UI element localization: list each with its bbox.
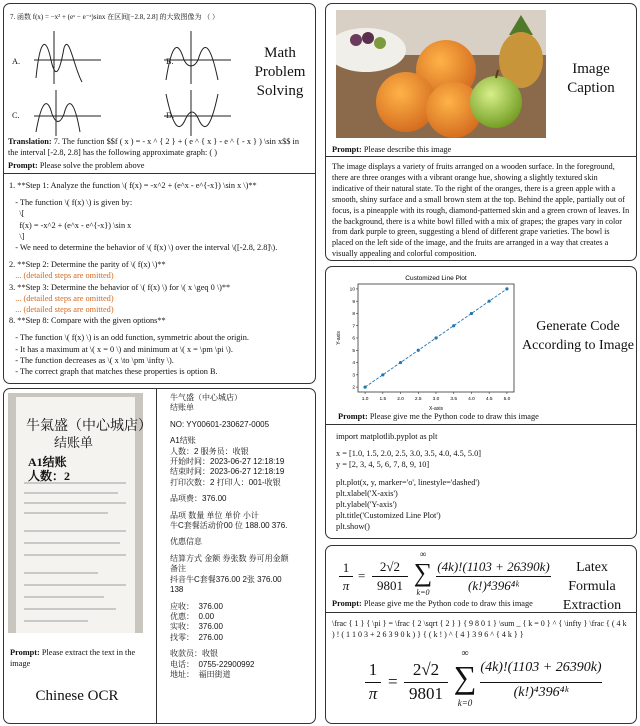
prompt-label: Prompt:	[8, 161, 38, 170]
math-title: Math Problem Solving	[254, 45, 306, 99]
prompt-text: Please give me the Python code to draw this image	[369, 412, 539, 421]
code-line: plt.title('Customized Line Plot')	[336, 511, 441, 521]
step-line: \]	[9, 231, 25, 241]
sum-sign: ∑	[413, 558, 433, 587]
chart-title: Customized Line Plot	[405, 275, 467, 282]
sum-top: ∞	[419, 549, 427, 559]
step-line: - It has a maximum at \( x = 0 \) and minimum at \( x = \pm \pi \).	[9, 344, 233, 354]
code-line: y = [2, 3, 4, 5, 6, 7, 8, 9, 10]	[336, 460, 430, 470]
rendered-formula-top	[336, 549, 551, 604]
ocr-line: 品项费：376.00	[170, 494, 227, 504]
prompt-text: Please extract the text in the image	[10, 648, 136, 669]
ocr-line: 收款员：收银	[170, 649, 218, 659]
y-tick-label: 9	[352, 299, 355, 305]
receipt-sub: 结账单	[54, 435, 94, 450]
ocr-prompt	[10, 647, 150, 669]
code-prompt	[338, 411, 539, 422]
prompt-text: Please give me the Python code to draw this image	[363, 599, 533, 608]
coef-num: 2√2	[412, 660, 440, 679]
ocr-line: 牛C套餐活动价00 位 188.00 376.	[170, 521, 288, 531]
y-tick-label: 10	[349, 287, 355, 293]
math-prompt	[8, 160, 145, 171]
ocr-panel	[3, 388, 316, 724]
option-a: A.	[12, 57, 21, 66]
frac-den: (k!)⁴396⁴ᵏ	[468, 578, 519, 593]
step-line: ... (detailed steps are omitted)	[9, 293, 114, 303]
ocr-line: A1结账	[170, 436, 196, 446]
option-d: D.	[166, 111, 175, 120]
coef-den: 9801	[409, 684, 443, 703]
x-tick-label: 3.0	[432, 397, 440, 402]
ocr-line: 地址： 福田街道	[170, 669, 231, 679]
coef-den: 9801	[377, 578, 403, 593]
ocr-line: 优惠： 0.00	[170, 611, 215, 621]
caption-divider	[326, 156, 636, 157]
frac-bar	[480, 682, 602, 683]
option-c: C.	[12, 111, 20, 120]
code-title: Generate Code According to Image	[522, 319, 634, 353]
step-line: \[	[9, 209, 25, 219]
code-panel	[325, 266, 637, 539]
data-point	[434, 336, 437, 339]
step-line: - The function \( f(x) \) is an odd function, symmetric about the origin.	[9, 333, 249, 343]
code-line: plt.xlabel('X-axis')	[336, 488, 398, 498]
equals-sign: =	[358, 568, 366, 583]
translation-label: Translation:	[8, 137, 52, 146]
x-tick-label: 1.0	[361, 397, 369, 402]
ocr-line: 人数：2 服务员：收银	[170, 446, 249, 456]
y-tick-label: 8	[352, 312, 355, 318]
frac-den: (k!)⁴396⁴ᵏ	[513, 685, 569, 700]
x-tick-label: 5.0	[503, 397, 511, 402]
math-option-graphs	[6, 28, 256, 138]
latex-source: \frac { 1 } { \pi } = \frac { 2 \sqrt { 2 } } { 9 8 0 1 } \sum _ { k = 0 } ^ { \infty } \frac { ( 4 k ) ! ( 1 1 0 3 + 2 6 3 9 0 k ) } { ( k ! ) ^ { 4 } 3 9 6 ^ { 4 k } }	[332, 619, 627, 640]
prompt-text: Please solve the problem above	[39, 161, 145, 170]
data-point	[363, 385, 366, 388]
ocr-line: 优惠信息	[170, 537, 202, 547]
translation-text: 7. The function $$f ( x ) = - x ^ { 2 } + ( e ^ { x } - e ^ { - x } ) \sin x$$ in the interval [-2.8, 2.8] has the following approximate graph: ( )	[8, 137, 299, 158]
y-axis-label: Y-axis	[336, 331, 342, 345]
coef-bar	[372, 576, 408, 577]
ocr-line: 应收： 376.00	[170, 601, 223, 611]
x-tick-label: 1.5	[379, 397, 387, 402]
ocr-line: NO: YY00601-230627-0005	[170, 419, 270, 429]
math-question: 7. 函数 f(x) = −x² + (eˣ − e⁻ˣ)sinx 在区间[−2.8, 2.8] 的大致图像为 （ ）	[10, 13, 220, 21]
lhs-den: π	[368, 684, 378, 703]
ocr-line: 找零： 276.00	[170, 632, 223, 642]
coef-bar	[404, 682, 448, 683]
ocr-line: 138	[170, 585, 184, 595]
y-tick-label: 7	[352, 324, 355, 330]
data-point	[470, 312, 473, 315]
step-line: 8. **Step 8: Compare with the given options**	[9, 316, 166, 326]
step-line: 2. **Step 2: Determine the parity of \( f(x) \)**	[9, 260, 166, 270]
code-line: plt.show()	[336, 522, 370, 532]
latex-panel	[325, 545, 637, 724]
step-line: - The function decreases as \( x \to \pm \infty \).	[9, 355, 174, 365]
data-point	[381, 373, 384, 376]
x-axis-label: X-axis	[429, 406, 443, 412]
caption-prompt	[332, 144, 451, 155]
lhs-bar	[365, 682, 381, 683]
data-point	[505, 287, 508, 290]
ocr-line: 抖音牛C套餐376.00 2张 376.00	[170, 574, 282, 584]
receipt-store: A1结账	[28, 455, 67, 469]
lhs-num: 1	[342, 560, 350, 575]
lhs-den: π	[342, 578, 350, 593]
ocr-line: 结算方式 金额 券张数 券可用金额	[170, 553, 289, 563]
ocr-line: 结账单	[170, 403, 194, 413]
equals-sign: =	[388, 672, 398, 691]
line-chart	[334, 270, 524, 412]
ocr-title: Chinese OCR	[35, 688, 119, 704]
math-panel	[3, 3, 316, 384]
coef-num: 2√2	[379, 559, 401, 574]
x-tick-label: 4.5	[485, 397, 493, 402]
ocr-line: 牛气盛（中心城店）	[170, 393, 242, 402]
math-answer-steps	[9, 180, 313, 377]
frac-num: (4k)!(1103 + 26390k)	[480, 660, 602, 675]
ocr-line: 实收： 376.00	[170, 622, 223, 632]
receipt-people: 人数：2	[28, 469, 71, 483]
y-tick-label: 3	[352, 373, 355, 379]
step-line: - The correct graph that matches these properties is option B.	[9, 367, 218, 377]
ocr-line: 备注	[170, 564, 186, 574]
x-tick-label: 2.0	[397, 397, 404, 402]
prompt-text: Please describe this image	[363, 145, 452, 154]
sum-bot: k=0	[416, 588, 430, 597]
rendered-formula-bottom	[362, 650, 602, 720]
data-point	[488, 300, 491, 303]
y-tick-label: 4	[352, 361, 355, 367]
ocr-line: 品项 数量 单位 单价 小计	[170, 510, 259, 520]
data-point	[417, 349, 420, 352]
step-line: f(x) = -x^2 + (e^x - e^{-x}) \sin x	[9, 220, 132, 230]
code-line: plt.ylabel('Y-axis')	[336, 500, 397, 510]
prompt-label: Prompt:	[10, 648, 40, 657]
code-line: x = [1.0, 1.5, 2.0, 2.5, 3.0, 3.5, 4.0, 4.5, 5.0]	[336, 449, 482, 459]
python-code	[336, 431, 628, 533]
ocr-line: 开始时间：2023-06-27 12:18:19	[170, 457, 285, 467]
ocr-line: 电话： 0755-22900992	[170, 659, 255, 669]
step-line: - We need to determine the behavior of \( f(x) \) over the interval \([-2.8, 2.8]\).	[9, 243, 278, 253]
step-line: ... (detailed steps are omitted)	[9, 271, 114, 281]
x-tick-label: 3.5	[450, 397, 458, 402]
y-tick-label: 6	[352, 336, 355, 342]
data-point	[399, 361, 402, 364]
lhs-bar	[339, 576, 353, 577]
code-line: plt.plot(x, y, marker='o', linestyle='dashed')	[336, 477, 480, 487]
option-b: B.	[166, 57, 174, 66]
caption-panel	[325, 3, 637, 261]
prompt-label: Prompt:	[332, 599, 362, 608]
step-line: 1. **Step 1: Analyze the function \( f(x) = -x^2 + (e^x - e^{-x}) \sin x \)**	[9, 181, 257, 190]
code-divider	[326, 424, 636, 425]
latex-title: Latex Formula Extraction	[562, 560, 622, 613]
code-line: import matplotlib.pyplot as plt	[336, 432, 438, 441]
latex-prompt	[332, 598, 533, 609]
latex-divider	[326, 612, 636, 613]
math-translation	[8, 136, 308, 158]
fruit-photo	[336, 10, 546, 138]
y-tick-label: 2	[352, 385, 355, 391]
caption-title: Image Caption	[567, 61, 615, 96]
ocr-extracted-text	[170, 393, 314, 680]
caption-answer: The image displays a variety of fruits arranged on a wooden surface. In the foreground, there are three oranges with a vibrant orange hue, showing a slightly textured skin indicative of their natural state. To the right of the oranges, there is a green apple with a smooth, shiny surface and a small brown stem at the top. Behind the apple, partially out of focus, is a pineapple with its rough, diamond-patterned skin and a green crown of leaves. In the background, there is a white bowl filled with a mix of grapes; the grapes vary in color from dark purple to green, suggesting a blend of different grape varieties. The bowl is placed on the left side of the image, and the fruits are arranged in a way that creates a visually appealing and colorful composition.	[332, 162, 630, 259]
receipt-header: 牛氣盛（中心城店）	[26, 419, 152, 434]
step-line: - The function \( f(x) \) is given by:	[9, 198, 133, 208]
sum-bot: k=0	[457, 698, 473, 708]
step-line: 3. **Step 3: Determine the behavior of \( f(x) \) for \( x \geq 0 \)**	[9, 282, 231, 292]
frac-num: (4k)!(1103 + 26390k)	[437, 559, 550, 574]
sum-top: ∞	[461, 648, 469, 659]
prompt-label: Prompt:	[332, 145, 362, 154]
math-divider	[4, 173, 315, 174]
frac-bar	[436, 576, 551, 577]
ocr-vertical-divider	[156, 389, 157, 723]
step-line: ... (detailed steps are omitted)	[9, 305, 114, 315]
prompt-label: Prompt:	[338, 412, 368, 421]
y-tick-label: 5	[352, 348, 355, 354]
ocr-line: 打印次数：2 打印人：001-收银	[170, 477, 281, 487]
x-tick-label: 2.5	[414, 397, 422, 402]
data-point	[452, 324, 455, 327]
sum-sign: ∑	[453, 659, 477, 695]
ocr-line: 结束时间：2023-06-27 12:18:19	[170, 467, 285, 477]
x-tick-label: 4.0	[468, 397, 475, 402]
lhs-num: 1	[368, 660, 378, 679]
